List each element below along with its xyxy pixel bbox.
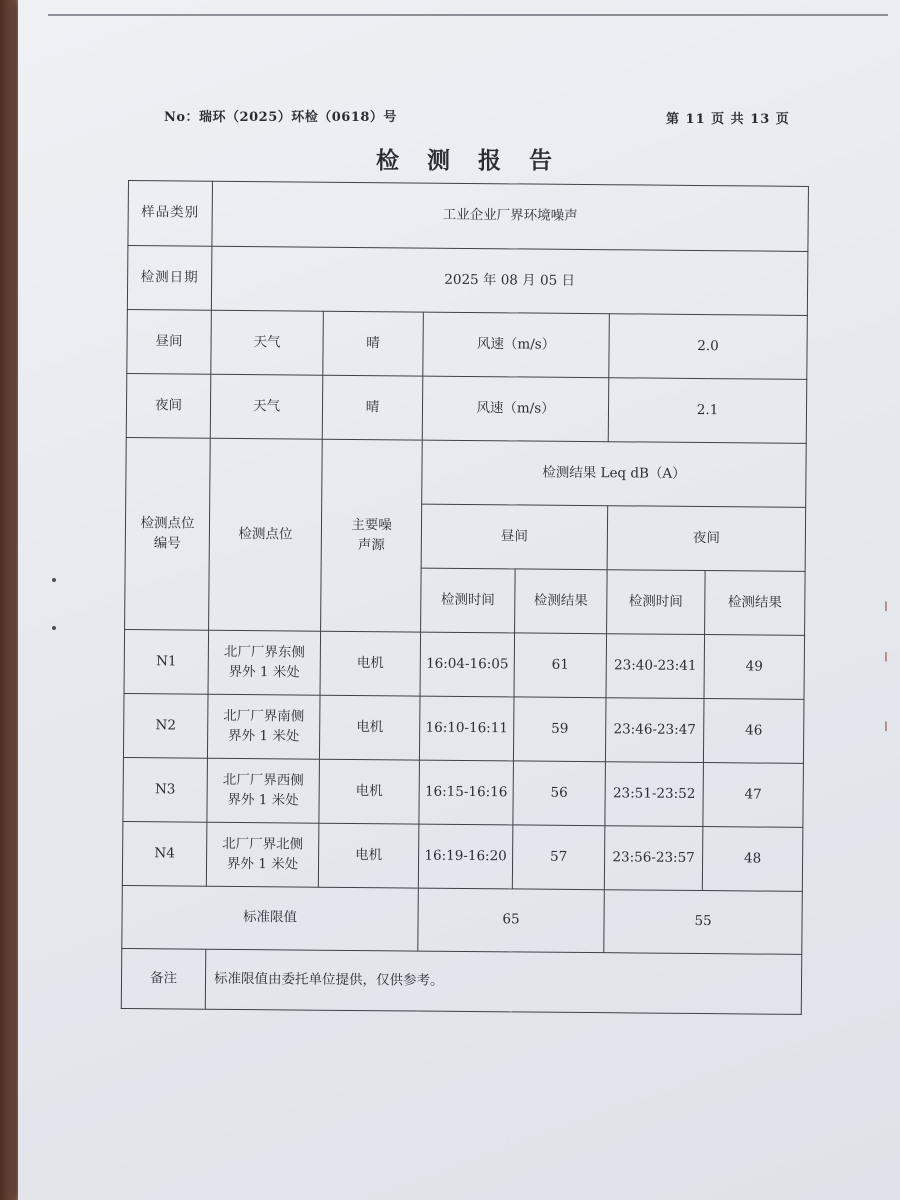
weather-value: 晴 <box>322 375 423 440</box>
night-result: 48 <box>702 827 803 892</box>
night-time: 23:51-23:52 <box>605 762 704 827</box>
report-title: 检 测 报 告 <box>375 147 563 174</box>
column-header-point: 检测点位 <box>209 438 323 631</box>
point-location <box>207 758 320 823</box>
point-id: N3 <box>123 757 208 822</box>
date-value: 2025 年 08 月 05 日 <box>211 246 808 315</box>
location-text: 北厂厂界北侧界外 1 米处 <box>222 835 304 873</box>
night-result: 46 <box>703 699 804 764</box>
period-day-label: 昼间 <box>127 309 212 374</box>
column-header-night: 夜间 <box>607 506 806 572</box>
day-time: 16:10-16:11 <box>419 696 514 761</box>
night-time: 23:40-23:41 <box>606 634 705 699</box>
column-header-source <box>321 439 423 632</box>
noise-source: 电机 <box>320 631 421 696</box>
noise-source: 电机 <box>318 823 419 888</box>
day-result: 61 <box>514 633 607 698</box>
table-row-limit <box>122 885 803 954</box>
column-header-day: 昼间 <box>421 504 608 570</box>
table-row-sample-type <box>128 181 809 252</box>
day-result: 56 <box>513 761 606 826</box>
date-label: 检测日期 <box>127 246 212 311</box>
table-row-date <box>127 246 808 316</box>
weather-value: 晴 <box>323 311 424 376</box>
column-header-result-group: 检测结果 Leq dB（A） <box>422 440 807 507</box>
wind-speed-label: 风速（m/s） <box>423 312 610 378</box>
noise-report-table <box>121 180 809 1015</box>
night-result: 47 <box>703 763 804 828</box>
weather-label: 天气 <box>211 310 324 375</box>
location-text: 北厂厂界东侧界外 1 米处 <box>223 643 305 681</box>
point-no-text: 检测点位编号 <box>140 515 195 551</box>
night-time: 23:46-23:47 <box>605 698 704 763</box>
day-time: 16:15-16:16 <box>419 760 514 825</box>
wind-speed-label: 风速（m/s） <box>422 376 609 442</box>
edge-stamp-fragment: ╷ ╵ ╷ <box>881 592 891 731</box>
table-row <box>123 757 804 827</box>
table-row-weather-day <box>127 309 808 379</box>
period-night-label: 夜间 <box>126 373 211 438</box>
sample-type-value: 工业企业厂界环境噪声 <box>212 181 809 251</box>
column-header-night-time: 检测时间 <box>607 570 706 635</box>
limit-label: 标准限值 <box>122 885 419 951</box>
day-time: 16:04-16:05 <box>420 632 515 697</box>
limit-day: 65 <box>418 888 605 953</box>
location-text: 北厂厂界西侧界外 1 米处 <box>222 771 304 809</box>
location-text: 北厂厂界南侧界外 1 米处 <box>223 707 305 745</box>
weather-label: 天气 <box>210 374 323 439</box>
wind-speed-value: 2.1 <box>608 378 807 444</box>
table-row <box>124 629 805 699</box>
day-time: 16:19-16:20 <box>418 824 513 889</box>
point-location <box>206 822 319 887</box>
day-result: 59 <box>513 697 606 762</box>
point-id: N4 <box>122 821 207 886</box>
table-row <box>123 693 804 763</box>
remark-text: 标准限值由委托单位提供，仅供参考。 <box>205 949 802 1014</box>
point-id: N1 <box>124 629 209 694</box>
wind-speed-value: 2.0 <box>609 314 808 380</box>
column-header-point-no <box>125 437 211 630</box>
table-row-remark <box>121 948 802 1014</box>
binding-hole <box>52 578 56 582</box>
table-row <box>122 821 803 891</box>
noise-source: 电机 <box>319 759 420 824</box>
column-header-day-result: 检测结果 <box>515 569 608 634</box>
table-row-weather-night <box>126 373 807 443</box>
page-indicator: 第 11 页 共 13 页 <box>666 112 790 127</box>
limit-night: 55 <box>604 890 803 955</box>
column-header-day-time: 检测时间 <box>421 568 516 633</box>
point-location <box>208 630 321 695</box>
day-result: 57 <box>512 825 605 890</box>
sample-type-label: 样品类别 <box>128 181 213 247</box>
night-result: 49 <box>704 635 805 700</box>
table-header-row-1 <box>126 437 807 507</box>
top-rule <box>48 14 888 16</box>
noise-source: 电机 <box>319 695 420 760</box>
night-time: 23:56-23:57 <box>604 826 703 891</box>
source-text: 主要噪声源 <box>351 516 392 553</box>
binding-hole <box>52 626 56 630</box>
remark-label: 备注 <box>121 948 206 1009</box>
point-location <box>207 694 320 759</box>
report-number: No：瑞环（2025）环检（0618）号 <box>164 110 397 125</box>
point-id: N2 <box>123 693 208 758</box>
column-header-night-result: 检测结果 <box>705 571 806 636</box>
document-page <box>18 0 900 1200</box>
